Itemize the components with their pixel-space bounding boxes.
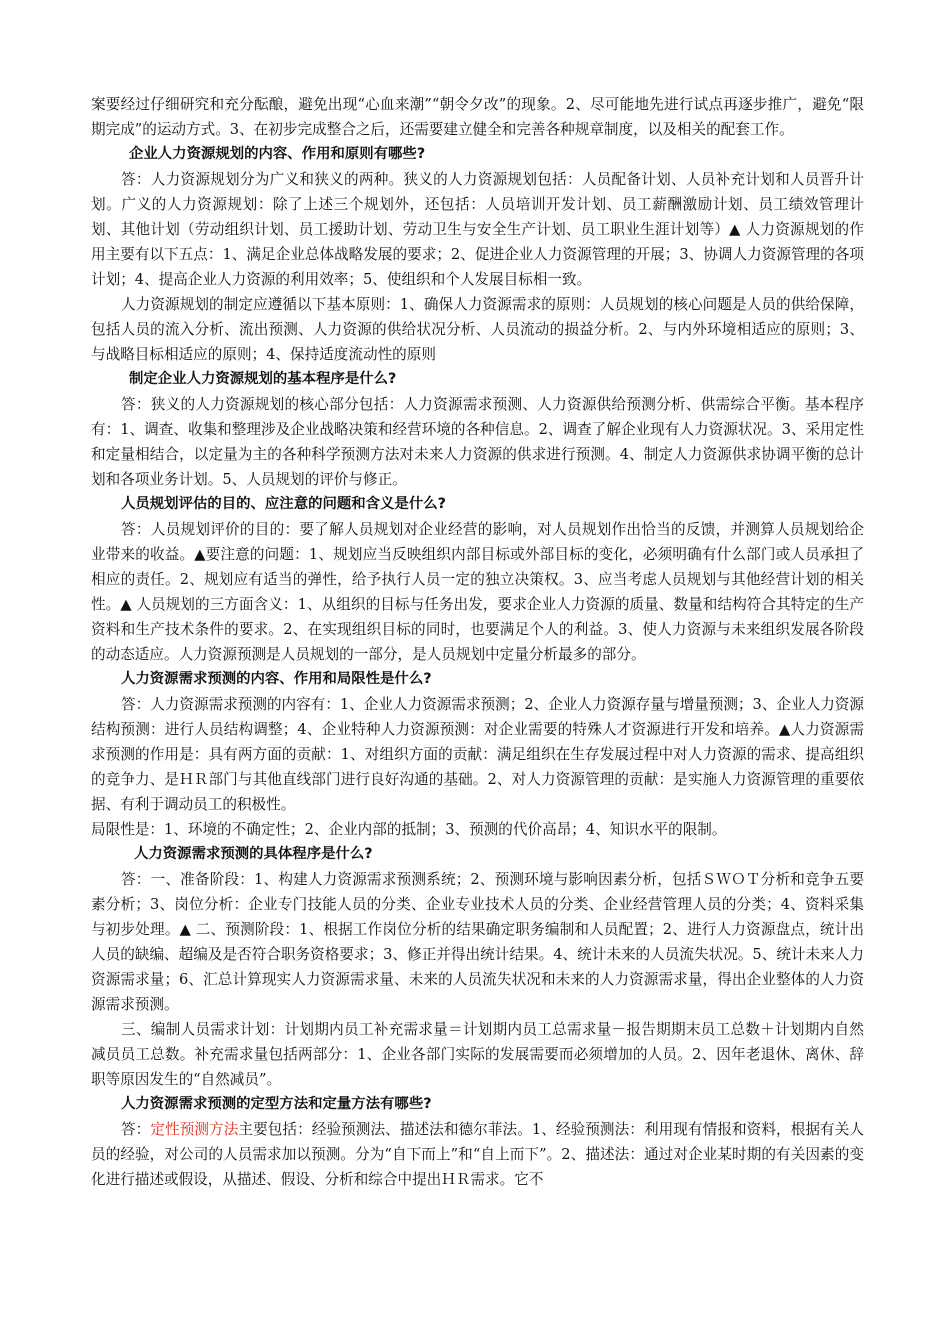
paragraph-forecast-procedure-answer: 答：一、准备阶段：1、构建人力资源需求预测系统；2、预测环境与影响因素分析，包括ＳＷＯＴ分析和竞争五要素分析；3、岗位分析：企业专门技能人员的分类、企业专业技术人员的分类、企业经营管理人员的分类；4、资料采集与初步处理。▲ 二、预测阶段：1、根据工作岗位分析的结果确定职务编制和人员配置；2、进行人力资源盘点，统计出人员的缺编、超编及是否符合职务资格要求；3、修正并得出统计结果。4、统计未来的人员流失状况。5、统计未来人力资源需求量；6、汇总计算现实人力资源需求量、未来的人员流失状况和未来的人力资源需求量，得出企业整体的人力资源需求预测。 (91, 871, 864, 1013)
paragraph-planning-answer: 答：人力资源规划分为广义和狭义的两种。狭义的人力资源规划包括：人员配备计划、人员补充计划和人员晋升计划。广义的人力资源规划：除了上述三个规划外，还包括：人员培训开发计划、员工薪酬激励计划、员工绩效管理计划、其他计划（劳动组织计划、员工援助计划、劳动卫生与安全生产计划、员工职业生涯计划等）▲ 人力资源规划的作用主要有以下五点：1、满足企业总体战略发展的要求；2、促进企业人力资源管理的开展；3、协调人力资源管理的各项计划；4、提高企业人力资源的利用效率；5、使组织和个人发展目标相一致。 (91, 171, 864, 288)
answer-rest: 主要包括：经验预测法、描述法和德尔菲法。1、经验预测法：利用现有情报和资料，根据有关人员的经验，对公司的人员需求加以预测。分为“自下而上”和“自上而下”。2、描述法：通过对企业某时期的有关因素的变化进行描述或假设，从描述、假设、分析和综合中提出ＨＲ需求。它不 (91, 1121, 864, 1188)
paragraph-evaluation-answer: 答：人员规划评价的目的：要了解人员规划对企业经营的影响，对人员规划作出恰当的反馈，并测算人员规划给企业带来的收益。▲要注意的问题：1、规划应当反映组织内部目标或外部目标的变化，必须明确有什么部门或人员承担了相应的责任。2、规划应有适当的弹性，给予执行人员一定的独立决策权。3、应当考虑人员规划与其他经营计划的相关性。▲ 人员规划的三方面含义：1、从组织的目标与任务出发，要求企业人力资源的质量、数量和结构符合其特定的生产资料和生产技术条件的要求。2、在实现组织目标的同时，也要满足个人的利益。3、使人力资源与未来组织发展各阶段的动态适应。人力资源预测是人员规划的一部分，是人员规划中定量分析最多的部分。 (91, 521, 864, 663)
paragraph-procedure-answer: 答：狭义的人力资源规划的核心部分包括：人力资源需求预测、人力资源供给预测分析、供需综合平衡。基本程序有：1、调查、收集和整理涉及企业战略决策和经营环境的各种信息。2、调查了解企业现有人力资源状况。3、采用定性和定量相结合，以定量为主的各种科学预测方法对未来人力资源的供求进行预测。4、制定人力资源供求协调平衡的总计划和各项业务计划。5、人员规划的评价与修正。 (91, 396, 864, 488)
qualitative-method-highlight: 定性预测方法 (150, 1121, 239, 1138)
heading-planning-content: 企业人力资源规划的内容、作用和原则有哪些? (129, 146, 426, 162)
heading-demand-forecast: 人力资源需求预测的内容、作用和局限性是什么? (121, 671, 432, 687)
paragraph-continuation: 案要经过仔细研究和充分酝酿，避免出现“心血来潮”“朝令夕改”的现象。2、尽可能地先进行试点再逐步推广，避免“限期完成”的运动方式。3、在初步完成整合之后，还需要建立健全和完善各种规章制度，以及相关的配套工作。 (91, 96, 864, 138)
paragraph-demand-forecast-answer: 答：人力资源需求预测的内容有：1、企业人力资源需求预测；2、企业人力资源存量与增量预测；3、企业人力资源结构预测：进行人员结构调整；4、企业特种人力资源预测：对企业需要的特殊人才资源进行开发和培养。▲人力资源需求预测的作用是：具有两方面的贡献：1、对组织方面的贡献：满足组织在生存发展过程中对人力资源的需求、提高组织的竞争力、是ＨＲ部门与其他直线部门进行良好沟通的基础。2、对人力资源管理的贡献：是实施人力资源管理的重要依据、有利于调动员工的积极性。 (91, 696, 864, 813)
heading-forecast-procedure: 人力资源需求预测的具体程序是什么? (134, 846, 373, 862)
heading-forecast-methods: 人力资源需求预测的定型方法和定量方法有哪些? (121, 1096, 432, 1112)
heading-evaluation: 人员规划评估的目的、应注意的问题和含义是什么? (121, 496, 446, 512)
paragraph-staffing-plan: 三、编制人员需求计划：计划期内员工补充需求量＝计划期内员工总需求量－报告期期末员工总数＋计划期内自然减员员工总数。补充需求量包括两部分：1、企业各部门实际的发展需要而必须增加的人员。2、因年老退休、离休、辞职等原因发生的“自然减员”。 (91, 1021, 864, 1088)
paragraph-forecast-methods-answer (91, 1117, 864, 1192)
heading-planning-procedure: 制定企业人力资源规划的基本程序是什么? (129, 371, 397, 387)
answer-prefix: 答： (121, 1121, 151, 1138)
paragraph-planning-principles: 人力资源规划的制定应遵循以下基本原则：1、确保人力资源需求的原则：人员规划的核心问题是人员的供给保障，包括人员的流入分析、流出预测、人力资源的供给状况分析、人员流动的损益分析。2、与内外环境相适应的原则；3、与战略目标相适应的原则；4、保持适度流动性的原则 (91, 296, 864, 363)
paragraph-limitations: 局限性是：1、环境的不确定性；2、企业内部的抵制；3、预测的代价高昂；4、知识水平的限制。 (91, 821, 727, 838)
